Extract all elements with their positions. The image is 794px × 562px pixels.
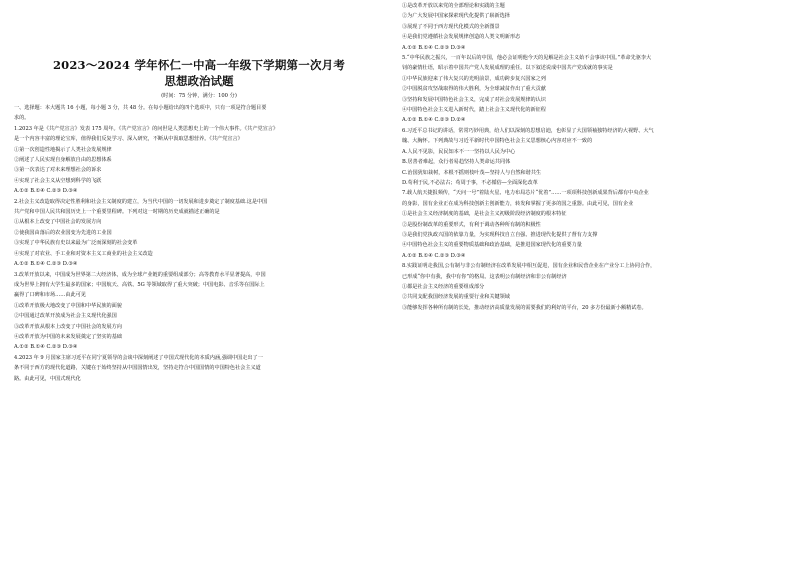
left-text-line: 条不同于西方的现代化道路，关键在于始终坚持从中国国情出发，坚持走符合中国国情的中国特色社会主义道 xyxy=(14,365,261,372)
left-text-line: 是一个内容丰富的理论宝库，值得我们反复学习、深入研究，不断从中汲取思想营养。《共产党宣言》 xyxy=(14,136,243,143)
right-text-line: A.①② B.①④ C.②③ D.③④ xyxy=(402,44,466,51)
right-text-line: C.治国犹如栽树，本根不摇则枝叶茂—坚持人与自然和谐共生 xyxy=(402,169,542,176)
right-column xyxy=(402,0,780,562)
right-text-line: ③能够发挥各种所有制的长处，推动经济高质量发展的需要我们的利好的平台，20 多方份最新小额精试卷。 xyxy=(402,304,647,311)
right-text-line: ③展现了不同于西方现代化模式的全新图景 xyxy=(402,23,500,30)
left-text-line: ④改革开放为中国的未来发展奠定了坚实的基础 xyxy=(14,333,122,340)
right-text-line: ③坚持和发展中国特色社会主义，完成了对社会发展规律的认识 xyxy=(402,96,546,103)
exam-title: 2023～2024 学年怀仁一中高一年级下学期第一次月考 xyxy=(52,58,346,72)
exam-meta: (时间：75 分钟，满分：100 分) xyxy=(161,93,237,99)
left-text-line: ①第一次创造性地揭示了人类社会发展规律 xyxy=(14,146,112,153)
right-text-line: ②中国脱贫攻坚战取得的伟大胜利，为全球减贫作出了重大贡献 xyxy=(402,86,546,93)
left-text-line: 一、选择题：本大题共 16 小题，每小题 3 分，共 48 分。在每小题给出的四个选项中，只有一项是符合题目要 xyxy=(14,105,267,111)
right-text-line: 已形成“你中有我，我中有你”的格局。这表明公有制经济和非公有制经济 xyxy=(402,273,567,280)
left-text-line: ①改革开放极大地改变了中国和中华民族的面貌 xyxy=(14,302,122,309)
left-text-line: ④实现了社会主义从空想到科学的飞跃 xyxy=(14,177,102,184)
right-text-line: ①中华民族迎来了伟大复兴的光明前景，成功跨步复兴国家之列 xyxy=(402,75,546,82)
left-text-line: 赢得了口碑和市场……由此可见 xyxy=(14,292,86,299)
right-text-line: ②共同支配我国经济发展的重要行业和关键领域 xyxy=(402,294,510,301)
right-text-line: 5.“中华民族之振兴，一百年以后的中国，他必会证明他今天的见解是社会主义始不会事该中国。”革命先驱李大 xyxy=(402,55,652,62)
right-text-line: ①都是社会主义经济的重要组成部分 xyxy=(402,283,485,290)
left-text-line: ①从根本上改变了中国社会的发展方向 xyxy=(14,219,102,226)
right-text-line: 6.习近平总书记的讲话，常常巧妙用典，给人们以深刻的思想启迪，也彰显了大国领袖独特经济的大视野、大气 xyxy=(402,127,654,134)
right-text-line: ④中国特色社会主义的重要物质基础和政治基础，是推进国家现代化的重要力量 xyxy=(402,242,582,249)
right-text-line: 钊的豪情壮语，昭示着中国共产党人发展成理的重任。以下叙述说成中国共产党成就的事实是 xyxy=(402,65,613,72)
left-text-line: ②使我国由落后的农业国变为先进的工业国 xyxy=(14,229,112,236)
right-lines xyxy=(402,1,780,313)
left-column xyxy=(14,0,384,562)
left-text-line: A.①② B.①④ C.②③ D.③④ xyxy=(14,188,78,195)
right-text-line: ①是社会主义经济制度的基础，是社会主义初级阶段经济制度的根本特征 xyxy=(402,211,567,218)
right-text-line: ②为广大发展中国家探索现代化提供了崭新选择 xyxy=(402,13,510,20)
left-text-line: ③第一次表达了对未来理想社会的诉求 xyxy=(14,167,102,174)
left-text-line: 2.社会主义改造取得决定性胜利和社会主义制度的建立，为当代中国的一切发展和进步奠定了制度基础.这是中国 xyxy=(14,198,268,205)
left-text-line: A.①② B.①④ C.②③ D.③④ xyxy=(14,261,78,268)
right-text-line: ②是股份制改革的重要形式，有利于调动各种所有制的积极性 xyxy=(402,221,541,228)
left-text-line: 共产党和中国人民共和国历史上一个重要里程碑。下列对这一时期的历史成就描述正确的是 xyxy=(14,209,220,216)
left-text-line: ②中国通过改革开放成为社会主义现代化强国 xyxy=(14,313,117,320)
right-text-line: ④中国特色社会主义进入新时代，踏上社会主义现代化的新征程 xyxy=(402,107,546,114)
right-text-line: 的身影，国有企业正在成为科技创新主创新能力，转发和掌握了更多的国之重器。由此可见，国有企业 xyxy=(402,200,634,207)
left-text-line: 成为世界上拥有大学生最多的国家；中国航天、高铁、5G 等领域取得了重大突破；中国电影、音乐等在国际上 xyxy=(14,281,265,288)
right-text-line: A.①② B.①④ C.②③ D.③④ xyxy=(402,252,466,259)
left-text-line: ④实现了对农业、手工业和对资本主义工商业的社会主义改造 xyxy=(14,250,153,257)
left-text-line: A.①② B.①④ C.②③ D.③④ xyxy=(14,344,78,351)
right-text-line: ③是我们党执政兴国的依靠力量，为实现科技自立自强、推进现代化提供了督有力支撑 xyxy=(402,231,598,238)
right-text-line: A.人民不见影，民民知本不一一坚持以人民为中心 xyxy=(402,148,516,155)
right-text-line: B.居善者难起，众行者易趋坚持人类命运共同体 xyxy=(402,159,511,166)
left-text-line: 4.2023 年 9 月国家主席习近平在同宁夏领导的会谈中深刻阐述了中国式现代化的本质内涵,强调中国走出了一 xyxy=(14,354,263,361)
right-text-line: A.①② B.①④ C.②③ D.②④ xyxy=(402,117,466,124)
left-text-line: ③改革开放从根本上改变了中国社会的发展方向 xyxy=(14,323,122,330)
right-text-line: 7.载人航天捷报频传，“天问一号”着陆火星、电力布局芯片“优着”……一项项科技创新成果背后都有中央企业 xyxy=(402,190,649,197)
right-text-line: 魄、大胸怀。下列典故与习近平新时代中国特色社会主义思想核心内容对应不一致的 xyxy=(402,138,593,145)
right-text-line: 8.实践证明走我国,公有制与非公有制经济在改革发展中相互促进，国有企业和民营企业在产业分工上协同合作， xyxy=(402,263,656,270)
left-text-line: 路。由此可见，中国式现代化 xyxy=(14,375,81,382)
left-text-line: 1.2023 年是《共产党宣言》发表 175 周年。《共产党宣言》的问世是人类思想史上的一个伟大事件。《共产党宣言》 xyxy=(14,125,279,132)
right-text-line: D.苟利于民,不必法古；苟周于事，不必循俗—全面深化改革 xyxy=(402,179,538,186)
right-text-line: ④是我们党遵循社会发展规律创造的人类文明新形态 xyxy=(402,34,521,41)
left-text-line: 求的。 xyxy=(14,115,30,122)
left-text-line: ③实现了中华民族有史以来最为广泛而深刻的社会变革 xyxy=(14,240,138,247)
left-text-line: 3.改革开放以来，中国成为世界第二大经济体，成为全球产业链的重要组成部分；高等教育水平显著提高，中国 xyxy=(14,271,266,278)
left-text-line: ②阐述了人民实现自身解放自由的思想体系 xyxy=(14,157,112,164)
exam-subtitle: 思想政治试题 xyxy=(164,74,234,88)
left-lines xyxy=(14,103,384,384)
right-text-line: ①是改革开放以来党的全部理论和实践的主题 xyxy=(402,3,505,9)
